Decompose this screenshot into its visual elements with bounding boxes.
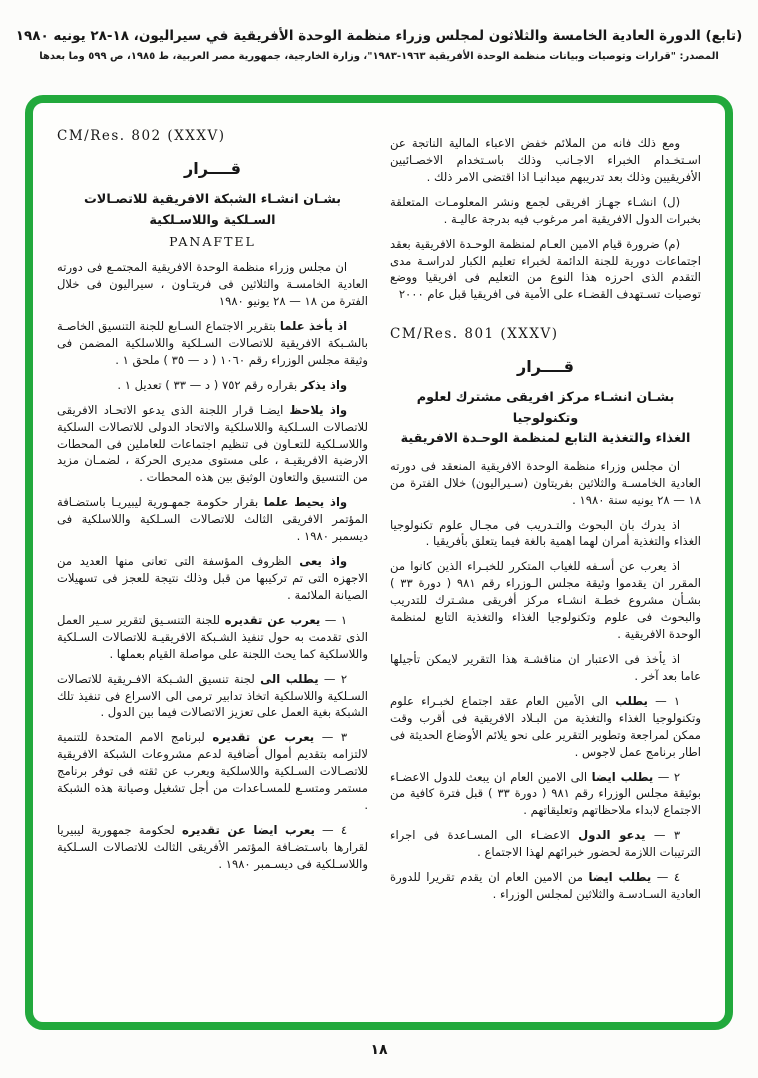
paragraph-text: الاعضـاء الى المسـاعدة فى اجراء الترتيبات اللازمة لحضور خبرائهم لهذا الاجتماع . bbox=[390, 828, 701, 860]
resolution-802-subtitle-1: بشـان انشـاء الشبكة الافريقية للاتصـالات bbox=[83, 192, 342, 208]
paragraph-text: اذ يأخذ فى الاعتبار ان مناقشـة هذا التقرير لايمكن تأجيلها عاما بعد آخر . bbox=[390, 651, 701, 683]
paragraph-text: ضرورة قيام الامين العـام لمنظمة الوحـدة الافريقية بعقد اجتماعات دورية للجنة الدائمة لخبراء تعليم الكبار لدراسـة مدى التقدم الذى احرزه هذا النوع من التعليم فى افريقيا ووضع توصيات تسـتهدف القضـاء على الأمية فى افريقيا قبل عام ٢٠٠٠ bbox=[390, 236, 701, 302]
right-column bbox=[390, 127, 701, 1012]
item-number: ١ — bbox=[647, 693, 681, 708]
paragraph bbox=[390, 236, 701, 304]
paragraph-lead: يطلب الى bbox=[260, 671, 319, 686]
paragraph-lead: يعرب ايضا عن تقديره bbox=[182, 822, 315, 837]
paragraph-text: اذ يعرب عن أسـفه للغياب المتكرر للخبـراء الذين كانوا من المقرر ان يقدموا وثيقة مجلس الـوزراء رقم ٩٨١ ( دورة ٣٣ ) بشـأن مشروع خطـة انشـاء مركز أفريقى مشـترك للتدريب والبحوث فى علوم وتكنولوجيا الغذاء والتغذية التابع لمنظمة الوحدة الافريقية . bbox=[390, 559, 701, 642]
paragraph bbox=[57, 377, 368, 394]
paragraph-text: بتقرير الاجتماع السـابع للجنة التنسيق الخاصـة بالشـبكة الافريقية للاتصالات السـلكية واللاسلكية المضمن فى وثيقة مجلس الوزراء رقم ١٠٦٠ ( د — ٣٥ ) ملحق ١ . bbox=[57, 319, 368, 367]
paragraph bbox=[390, 769, 701, 820]
paragraph-text: اذ يدرك بان البحوث والتـدريب فى مجـال علوم تكنولوجيا الغذاء والتغذية أمران لهما اهمية بالغة فيما يتعلق بأفريقيا . bbox=[390, 517, 701, 549]
page-header bbox=[0, 0, 758, 62]
two-column-layout bbox=[57, 127, 701, 1012]
resolution-801-id: CM/Res. 801 (XXXV) bbox=[390, 326, 559, 343]
paragraph bbox=[390, 458, 701, 509]
paragraph bbox=[57, 822, 368, 873]
paragraph bbox=[390, 869, 701, 903]
paragraph-lead: واذ يذكر bbox=[300, 377, 348, 392]
content-border-box bbox=[25, 95, 733, 1030]
paragraph-text: لبرنامج الامم المتحدة للتنمية لالتزامه بتقديم أموال أضافية لدعم مشروعات الشبكة الافريقية للاتصـالات السـلكية واللاسلكية ويعرب عن ثقته فى توفر برنامج مستمر ومتسـع للمسـاعدات من أجل تشغيل وصيانة هذه الشبكة . bbox=[57, 730, 368, 813]
item-number: ٤ — bbox=[314, 822, 348, 837]
paragraph-text: ان مجلس وزراء منظمة الوحدة الافريقية المجتمـع فى دورته العادية الخامسـة والثلاثين فى فريتـاون ، سيراليون فى خلال الفترة من ١٨ — ٢٨ يونيو ١٩٨٠ bbox=[57, 260, 368, 309]
paragraph-text: الظروف المؤسفة التى تعانى منها العديد من الاجهزه التى تم تركيبها من قبل وذلك نتيجة للعجز فى تسهيلات الصيانة الملائمة . bbox=[57, 554, 368, 602]
item-number: ١ — bbox=[320, 612, 348, 627]
paragraph-text: لجنة تنسيق الشـبكة الافـريقية للاتصالات السـلكية واللاسلكية اتخاذ تدابير ترمى الى الاسراع فى تنفيذ تلك الشبكة بغية العمل على تعزيز الاتصالات فيما بين الدول . bbox=[57, 671, 368, 720]
resolution-801-subtitle-2: الغذاء والتغذية التابع لمنظمة الوحـدة الافريقية bbox=[400, 431, 691, 447]
paragraph-text: الى الأمين العام عقد اجتماع لخبـراء علوم وتكنولوجيا الغذاء والتغذية من البـلاد الافريقية فى أقرب وقت ممكن لمراجعة وتطوير التقرير على نحو يلائم الأوضاع الحديثة فى اطار برنامج عمل لاجوس . bbox=[390, 693, 701, 759]
paragraph-text: الى الامين العام ان يبعث للدول الاعضـاء بوثيقة مجلس الوزراء رقم ٩٨١ ( دورة ٣٣ ) قبل فترة كافية من الاجتماع لابداء ملاحظاتهم وتعليقاتهم . bbox=[390, 769, 701, 818]
paragraph bbox=[390, 651, 701, 685]
paragraph-text: للجنة التنسـيق لتقرير سـير العمل الذى تقدمت به حول تنفيذ الشـبكة الافريقيـة للاتصالات السـلكية واللاسلكية كما يحث اللجنة على مواصلة القيام بعملها . bbox=[57, 612, 368, 661]
item-number: ٢ — bbox=[318, 671, 348, 686]
paragraph-lead: واذ يلاحظ bbox=[289, 402, 348, 417]
paragraph-text: ايضـا قرار اللجنة الذى يدعو الاتحـاد الافريقى للاتصالات السـلكية واللاسلكية والاتحاد الدولى للاتصالات السلكية واللاسـلكية للتعـاون فى تنظيم اجتماعات للعاملين فى المحطات الارضية الافريقيـة ، على مستوى مديرى الحركة ، لضمـان مزيد من التنسيق والتعاون الوثيق بين هذه المحطات . bbox=[57, 402, 368, 485]
resolution-802 bbox=[57, 127, 368, 873]
paragraph-text: ان مجلس وزراء منظمة الوحدة الافريقية المنعقد فى دورته العادية الخامسـة والثلاثين بفريتاون (سـيراليون) خلال الفترة من ١٨ — ٢٨ يونيه سنة ١٩٨٠ . bbox=[390, 458, 701, 507]
resolution-802-id: CM/Res. 802 (XXXV) bbox=[57, 128, 226, 144]
resolution-802-subtitle-3: PANAFTEL bbox=[169, 234, 256, 249]
paragraph-lead: يطلب bbox=[615, 693, 648, 708]
paragraph-text: انشـاء جهـاز افريقى لجمع ونشر المعلومـات المتعلقة بخبرات الدول الافريقية امر مرغوب فيه بدرجة عاليـة . bbox=[390, 194, 701, 226]
resolution-801 bbox=[390, 325, 701, 903]
paragraph-text: بقراره رقم ٧٥٢ ( د — ٣٣ ) تعديل ١ . bbox=[117, 377, 301, 392]
item-number: (م) bbox=[659, 236, 681, 251]
resolution-802-subtitle-2: السـلكية واللاسـلكية bbox=[149, 212, 276, 228]
item-number: (ل) bbox=[656, 194, 681, 209]
resolution-801-subtitle-1: بشـان انشـاء مركز افريقى مشترك لعلوم وتكنولوجيا bbox=[416, 390, 675, 426]
item-number: ٤ — bbox=[651, 870, 681, 885]
paragraph-lead: يعرب عن تقديره bbox=[212, 730, 315, 745]
paragraph bbox=[57, 318, 368, 369]
paragraph-text: من الامين العام ان يقدم تقريرا للدورة العادية السـادسـة والثلاثين لمجلس الوزراء . bbox=[390, 870, 701, 902]
header-source-line: المصدر: "قرارات وتوصيات وبيانات منظمة الوحدة الأفريقية ١٩٦٣-١٩٨٣"، وزارة الخارجية، جمهورية مصر العربية، ط ١٩٨٥، ص ٥٩٩ وما بعدها bbox=[39, 51, 719, 62]
item-number: ٣ — bbox=[314, 730, 348, 745]
paragraph-lead: يطلب ايضا bbox=[591, 769, 654, 784]
paragraph-lead: اذ يأخذ علما bbox=[279, 319, 348, 334]
left-column bbox=[57, 127, 368, 1012]
paragraph bbox=[57, 402, 368, 487]
item-number: ٣ — bbox=[645, 828, 681, 843]
paragraph bbox=[57, 729, 368, 814]
paragraph bbox=[57, 553, 368, 604]
paragraph bbox=[57, 671, 368, 722]
page-number: ١٨ bbox=[370, 1042, 388, 1058]
paragraph bbox=[390, 693, 701, 761]
paragraph bbox=[390, 517, 701, 551]
paragraph-lead: يعرب عن تقديره bbox=[224, 612, 321, 627]
paragraph bbox=[390, 827, 701, 861]
paragraph-lead: يدعو الدول bbox=[578, 828, 646, 843]
paragraph bbox=[390, 135, 701, 186]
paragraph-text: لحكومة جمهورية ليبيريا لقرارها باسـتضـافة المؤتمر الأفريقى الثالث للاتصالات السـلكية واللاسـلكية فى ديسـمبر ١٩٨٠ . bbox=[57, 822, 368, 871]
paragraph bbox=[57, 612, 368, 663]
resolution-802-title: قــــرار bbox=[184, 158, 241, 178]
item-number: ٢ — bbox=[653, 769, 681, 784]
paragraph-text: ومع ذلك فانه من الملائم خفض الاعباء المالية الناتجة عن اسـتخـدام الخبراء الاجـانب وذلك باسـتخدام الاخصـائيين الأفريقيين وذلك بعد تدريبهم ميدانيـا اذا اقتضى الامر ذلك . bbox=[390, 136, 701, 184]
header-session-title: (تابع) الدورة العادية الخامسة والثلاثون لمجلس وزراء منظمة الوحدة الأفريقية في سيراليون، ١٨-٢٨ يونيه ١٩٨٠ bbox=[15, 28, 743, 44]
resolution-801-title: قــــرار bbox=[517, 357, 574, 376]
paragraph bbox=[390, 194, 701, 228]
paragraph-lead: واذ يحيط علما bbox=[263, 495, 348, 510]
paragraph-text: بقرار حكومة جمهـورية ليبيريـا باستضـافة المؤتمر الافريقى الثالث للاتصالات السـلكية واللاسلكية فى ديسمبر ١٩٨٠ . bbox=[57, 495, 368, 544]
paragraph-lead: واذ يعى bbox=[299, 554, 348, 569]
paragraph bbox=[390, 558, 701, 643]
paragraph bbox=[57, 494, 368, 545]
paragraph bbox=[57, 259, 368, 310]
paragraph-lead: يطلب ايضا bbox=[588, 870, 652, 885]
